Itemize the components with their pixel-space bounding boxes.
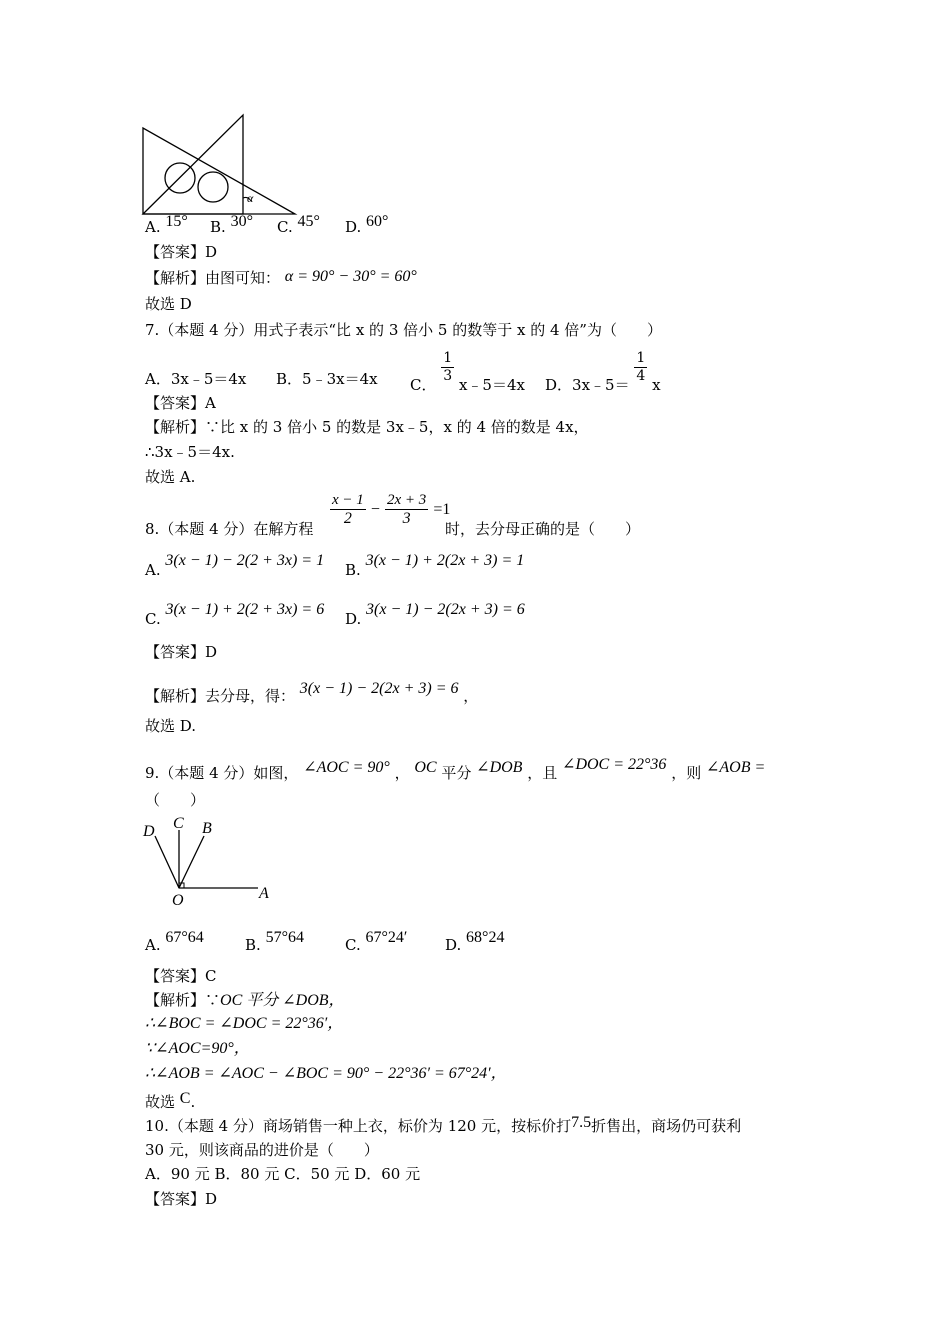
q9-option-b[interactable]: B. 57°64	[245, 929, 304, 954]
q6-option-a[interactable]: A. 15°	[145, 213, 188, 236]
q7-stem: 7.（本题 4 分）用式子表示“比 x 的 3 倍小 5 的数等于 x 的 4 倍”为（ ）	[145, 321, 662, 339]
q6-option-d[interactable]: D. 60°	[345, 213, 389, 236]
q9-option-d[interactable]: D. 68°24	[445, 929, 505, 954]
q10-options[interactable]: A．90 元 B．80 元 C．50 元 D．60 元	[145, 1165, 421, 1183]
q7-analysis-2: ∴3x﹣5＝4x.	[145, 443, 235, 461]
q9-conclusion: 故选 C.	[145, 1090, 196, 1111]
set-square-figure	[140, 112, 310, 222]
q10-stem-2: 30 元，则该商品的进价是（ ）	[145, 1141, 379, 1159]
label-a: A	[259, 885, 269, 902]
q8-stem-prefix: 8.（本题 4 分）在解方程	[145, 520, 314, 538]
label-o: O	[172, 892, 184, 907]
q8-option-d[interactable]: D. 3(x − 1) − 2(2x + 3) = 6	[345, 601, 525, 628]
q7-analysis-1: 【解析】∵比 x 的 3 倍小 5 的数是 3x﹣5，x 的 4 倍的数是 4x，	[145, 418, 589, 436]
q7-option-c[interactable]: C． $\frac{1}{3}$ x﹣5＝4x	[410, 350, 525, 394]
q8-answer: 【答案】D	[145, 643, 218, 661]
q7-option-d[interactable]: D．3x﹣5＝ $\frac{1}{4}$ x	[545, 350, 661, 394]
q9-analysis-1: 【解析】∵OC 平分 ∠DOB，	[145, 991, 345, 1009]
q7-option-b[interactable]: B．5﹣3x＝4x	[276, 370, 378, 388]
angle-figure	[140, 812, 280, 907]
q10-stem-1: 10.（本题 4 分）商场销售一种上衣，标价为 120 元，按标价打7.5折售出，商场仍可获利	[145, 1114, 742, 1135]
q8-option-a[interactable]: A. 3(x − 1) − 2(2 + 3x) = 1	[145, 552, 325, 579]
q10-answer: 【答案】D	[145, 1190, 218, 1208]
q8-option-b[interactable]: B. 3(x − 1) + 2(2x + 3) = 1	[345, 552, 525, 579]
q6-answer: 【答案】D	[145, 243, 218, 261]
q9-paren: （ ）	[145, 791, 206, 809]
q9-answer: 【答案】C	[145, 967, 217, 985]
label-c: C	[173, 815, 184, 832]
label-d: D	[143, 823, 155, 840]
label-b: B	[202, 820, 212, 837]
q8-analysis: 【解析】去分母，得： 3(x − 1) − 2(2x + 3) = 6 ，	[145, 680, 479, 705]
q6-analysis: 【解析】由图可知： α = 90° − 30° = 60°	[145, 268, 417, 287]
q7-conclusion: 故选 A.	[145, 468, 196, 486]
q8-stem-suffix: 时，去分母正确的是（ ）	[445, 520, 641, 538]
q9-option-c[interactable]: C. 67°24′	[345, 929, 408, 954]
q9-stem: 9.（本题 4 分）如图， ∠AOC = 90° ， OC 平分 ∠DOB ，且 ∠DOC = 22°36 ，则 ∠AOB =	[145, 756, 766, 782]
alpha-label: α	[247, 191, 254, 205]
q8-conclusion: 故选 D.	[145, 717, 197, 735]
q9-option-a[interactable]: A. 67°64	[145, 929, 204, 954]
q8-option-c[interactable]: C. 3(x − 1) + 2(2 + 3x) = 6	[145, 601, 325, 628]
q9-analysis-4: ∴∠AOB = ∠AOC − ∠BOC = 90° − 22°36′ = 67°24′，	[145, 1065, 507, 1082]
q6-conclusion: 故选 D	[145, 295, 192, 313]
q7-answer: 【答案】A	[145, 394, 216, 412]
q6-option-c[interactable]: C. 45°	[277, 213, 320, 236]
q9-analysis-2: ∴∠BOC = ∠DOC = 22°36′，	[145, 1015, 344, 1032]
q9-analysis-3: ∵∠AOC=90°，	[145, 1040, 250, 1057]
q7-option-a[interactable]: A．3x﹣5＝4x	[145, 370, 247, 388]
q6-option-b[interactable]: B. 30°	[210, 213, 253, 236]
q8-equation: $\frac{x - 1}{2}$ − $\frac{2x + 3}{3}$ =1	[332, 492, 451, 527]
q7-d-fraction: $\frac{1}{4}$	[636, 350, 646, 384]
q7-c-fraction: $\frac{1}{3}$	[443, 350, 453, 384]
